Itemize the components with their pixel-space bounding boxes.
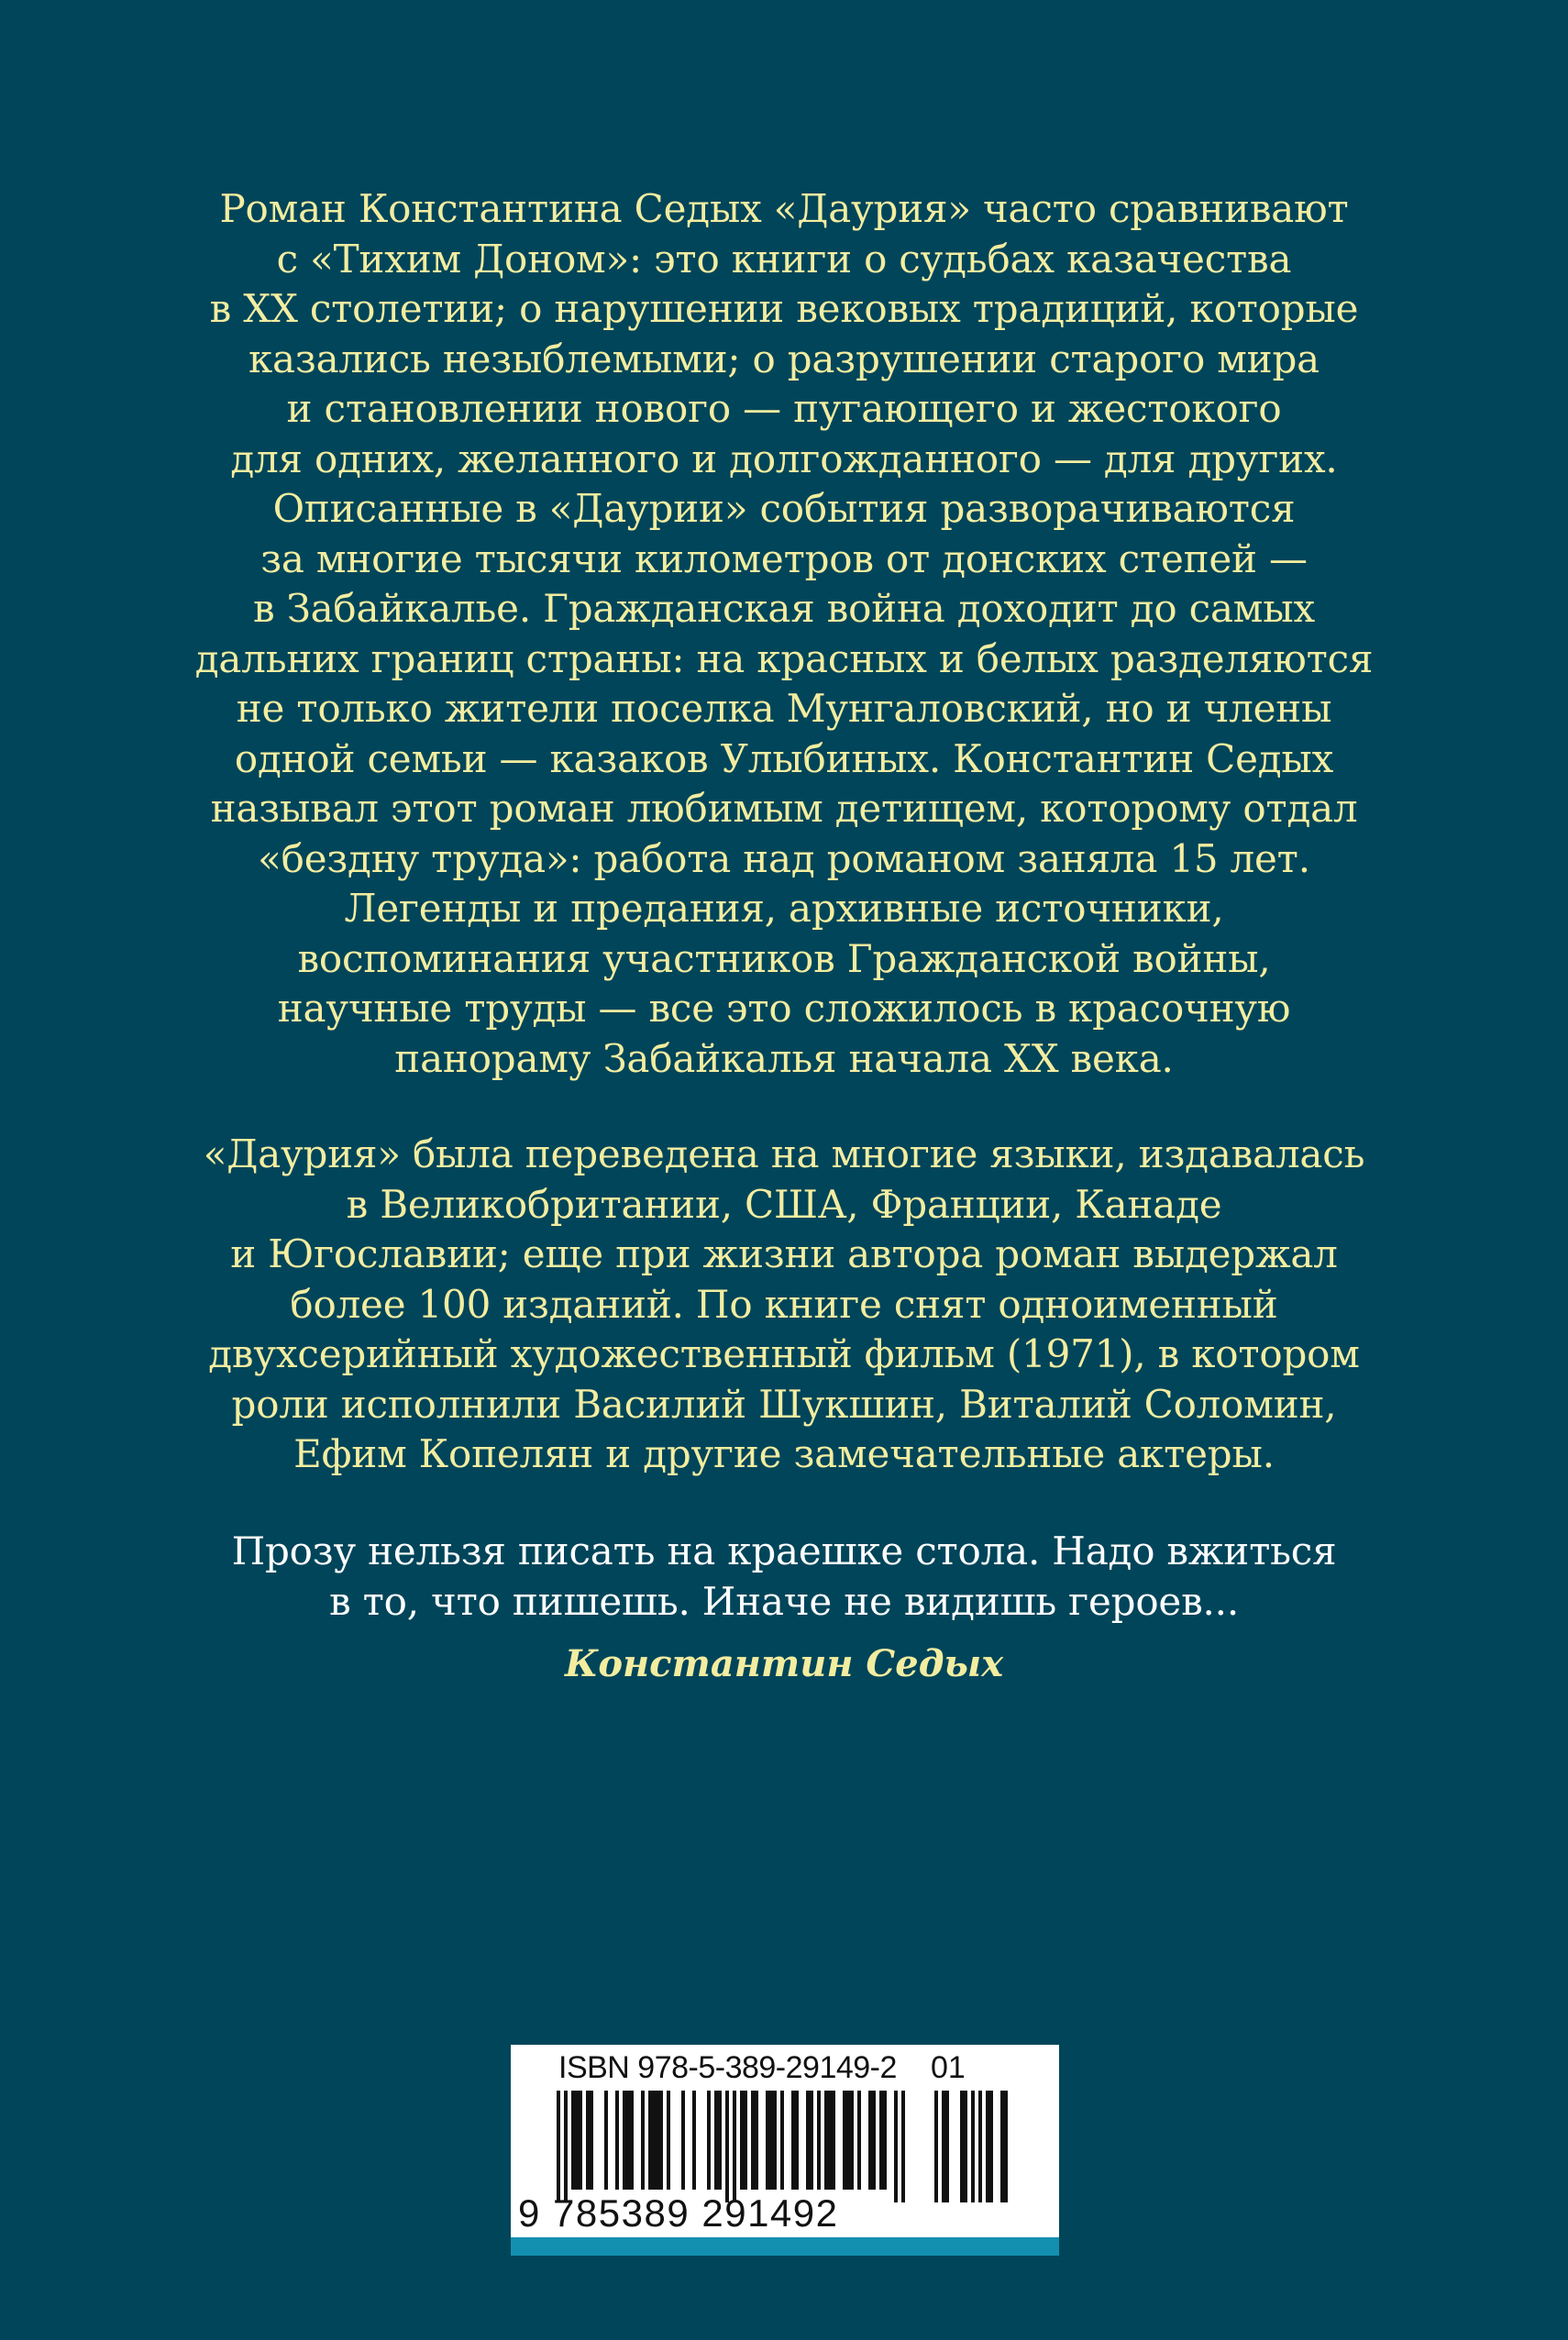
barcode-bar — [656, 2091, 659, 2190]
text-line: для одних, желанного и долгожданного — для других. — [230, 436, 1338, 481]
text-line: научные труды — все это сложилось в красочную — [277, 986, 1291, 1031]
text-line: Роман Константина Седых «Даурия» часто сравнивают — [219, 186, 1349, 231]
text-line: роли исполнили Василий Шукшин, Виталий Соломин, — [231, 1381, 1337, 1427]
barcode-label — [511, 2045, 1059, 2256]
barcode-bar — [872, 2091, 876, 2190]
barcode-bar — [773, 2091, 777, 2190]
text-line: дальних границ страны: на красных и белых разделяются — [194, 635, 1374, 681]
text-line: в Великобритании, США, Франции, Канаде — [346, 1181, 1222, 1227]
addon-bar — [989, 2091, 993, 2202]
addon-bar — [945, 2091, 949, 2202]
description-paragraph-1 — [0, 184, 1568, 1084]
barcode-bar — [817, 2091, 821, 2190]
description-paragraph-2 — [0, 1130, 1568, 1480]
barcode-bar — [718, 2091, 722, 2190]
barcode-bar — [832, 2091, 835, 2190]
addon-bar — [971, 2091, 975, 2202]
barcode-bar — [681, 2091, 685, 2190]
text-line: в Забайкалье. Гражданская война доходит до самых — [253, 586, 1315, 631]
barcode-bar — [894, 2091, 898, 2202]
text-line: Ефим Копелян и другие замечательные актеры. — [293, 1431, 1275, 1476]
barcode-bar — [692, 2091, 696, 2190]
barcode-bar — [868, 2091, 872, 2190]
barcode-bar — [623, 2091, 626, 2190]
barcode-bar — [652, 2091, 656, 2190]
barcode-digits: 9 785389 291492 — [518, 2191, 839, 2235]
barcode-bar — [846, 2091, 850, 2190]
isbn-number: ISBN 978-5-389-29149-2 — [558, 2050, 897, 2085]
barcode-bar — [769, 2091, 773, 2190]
text-line: и становлении нового — пугающего и жестокого — [286, 386, 1282, 431]
barcode-bar — [751, 2091, 755, 2190]
text-line: Описанные в «Даурии» события разворачиваются — [272, 486, 1296, 531]
barcode-bar — [806, 2091, 810, 2190]
text-line: двухсерийный художественный фильм (1971), в котором — [208, 1331, 1360, 1376]
text-line: воспоминания участников Гражданской войны, — [297, 935, 1271, 981]
addon-bar — [986, 2091, 989, 2202]
barcode-bar — [766, 2091, 769, 2190]
quote-line: в то, что пишешь. Иначе не видишь героев... — [329, 1578, 1239, 1624]
barcode-bar — [733, 2091, 736, 2202]
barcode-bar — [659, 2091, 663, 2190]
barcode-bar — [630, 2091, 634, 2190]
barcode-bar — [579, 2091, 582, 2190]
addon-bar — [1000, 2091, 1004, 2202]
text-line: не только жители поселка Мунгаловский, но и члены — [236, 686, 1332, 731]
barcode-bar — [740, 2091, 744, 2190]
text-line: с «Тихим Доном»: это книги о судьбах казачества — [276, 236, 1292, 281]
text-line: более 100 изданий. По книге снят одноименный — [290, 1281, 1278, 1327]
text-line: панораму Забайкалья начала XX века. — [394, 1035, 1174, 1081]
barcode-bar — [564, 2091, 568, 2202]
author-quote — [0, 1527, 1568, 1627]
addon-bar — [960, 2091, 964, 2202]
barcode-bar — [755, 2091, 758, 2190]
barcode-bar — [615, 2091, 619, 2190]
barcode-bar — [828, 2091, 832, 2190]
barcode-bar — [626, 2091, 630, 2190]
barcode-bar — [901, 2091, 905, 2202]
quote-author: Константин Седых — [564, 1642, 1004, 1685]
text-line: в XX столетии; о нарушении вековых традиций, которые — [209, 286, 1359, 331]
text-line: «бездну труда»: работа над романом заняла 15 лет. — [258, 835, 1310, 881]
text-line: одной семьи — казаков Улыбиных. Константин Седых — [234, 735, 1334, 781]
barcode-bar — [575, 2091, 579, 2190]
barcode-bar — [667, 2091, 670, 2190]
barcode-bar — [571, 2091, 575, 2190]
barcode-bar — [791, 2091, 795, 2190]
barcode-bar — [714, 2091, 718, 2190]
barcode-strip — [511, 2237, 1059, 2256]
barcode-bar — [780, 2091, 784, 2190]
barcode-bar — [795, 2091, 799, 2190]
addon-bar — [942, 2091, 945, 2202]
text-line: «Даурия» была переведена на многие языки, издавалась — [203, 1131, 1365, 1176]
text-line: называл этот роман любимым детищем, которому отдал — [210, 786, 1358, 831]
barcode-bar — [850, 2091, 854, 2190]
barcode-bar — [879, 2091, 883, 2190]
addon-bar — [1004, 2091, 1008, 2202]
barcode-bar — [810, 2091, 813, 2190]
text-line: Легенды и предания, архивные источники, — [344, 886, 1224, 931]
barcode-bar — [725, 2091, 729, 2202]
text-line: за многие тысячи километров от донских степей — — [260, 535, 1308, 581]
barcode-bar — [843, 2091, 846, 2190]
barcode-bar — [557, 2091, 560, 2202]
quote-line: Прозу нельзя писать на краешке стола. Надо вжиться — [231, 1529, 1337, 1573]
barcode-bar — [744, 2091, 747, 2190]
barcode-bar — [824, 2091, 828, 2190]
addon-bar — [978, 2091, 982, 2202]
barcode-bar — [604, 2091, 608, 2190]
barcode-bar — [641, 2091, 645, 2190]
barcode-bar — [590, 2091, 593, 2190]
text-line: казались незыблемыми; о разрушении старого мира — [248, 336, 1320, 381]
isbn-addon: 01 — [931, 2050, 966, 2085]
barcode-bar — [707, 2091, 711, 2190]
barcode-bar — [586, 2091, 590, 2190]
barcode-bar — [883, 2091, 887, 2190]
addon-bar — [964, 2091, 967, 2202]
addon-bar — [934, 2091, 938, 2202]
text-line: и Югославии; еще при жизни автора роман выдержал — [230, 1231, 1338, 1276]
barcode-bar — [857, 2091, 861, 2190]
barcode-bar — [648, 2091, 652, 2190]
